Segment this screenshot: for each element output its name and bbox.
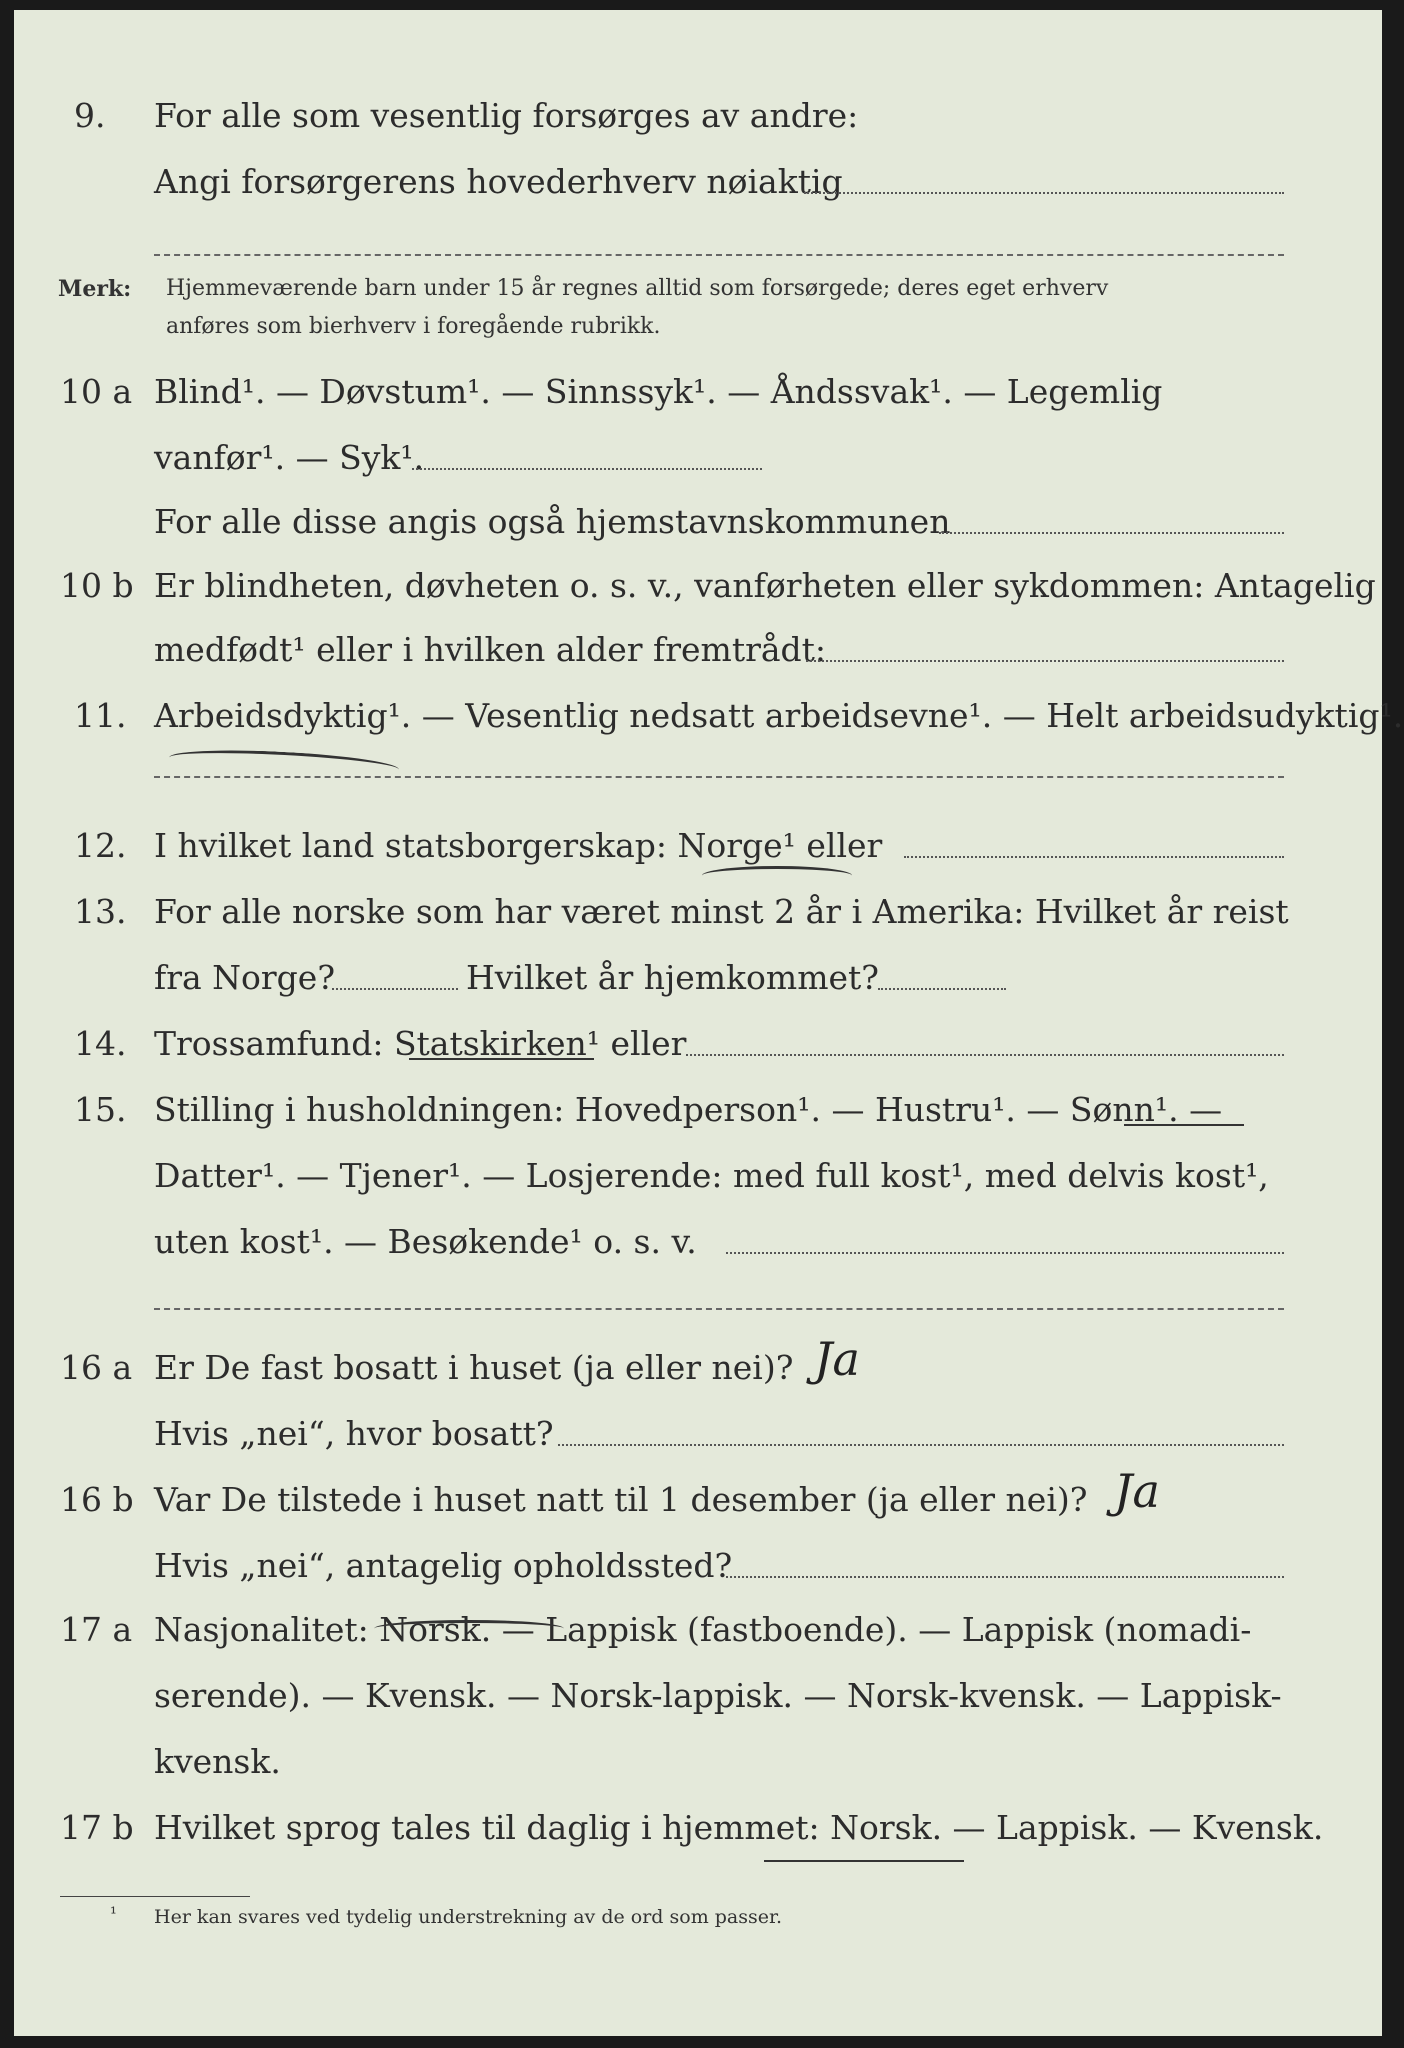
question-text: uten kost¹. — Besøkende¹ o. s. v. (154, 1222, 697, 1261)
note-text: anføres som bierhverv i foregående rubrikk. (166, 314, 661, 339)
handwritten-underline (1124, 1124, 1244, 1132)
footnote-divider (60, 1896, 250, 1897)
handwritten-underline (764, 1860, 964, 1868)
question-text: vanfør¹. — Syk¹. (154, 438, 425, 477)
question-text: Hvilket sprog tales til daglig i hjemmet: Norsk. — Lappisk. — Kvensk. (154, 1808, 1324, 1847)
question-number: 17 b (60, 1808, 134, 1847)
question-number: 9. (74, 96, 106, 135)
question-number: 17 a (60, 1610, 133, 1649)
note-text: Hjemmeværende barn under 15 år regnes alltid som forsørgede; deres eget erhverv (166, 276, 1109, 301)
question-text: Angi forsørgerens hovederhverv nøiaktig (154, 162, 843, 201)
handwritten-answer: Ja (814, 1332, 860, 1386)
question-text: Datter¹. — Tjener¹. — Losjerende: med full kost¹, med delvis kost¹, (154, 1156, 1269, 1195)
answer-field-q16b[interactable] (726, 1576, 1284, 1578)
answer-field-q10a[interactable] (412, 468, 762, 470)
answer-field-q12[interactable] (904, 856, 1284, 858)
question-text: Trossamfund: Statskirken¹ eller (154, 1024, 687, 1063)
question-number: 12. (74, 826, 127, 865)
question-number: 10 b (60, 566, 134, 605)
question-number: 14. (74, 1024, 127, 1063)
question-number: 11. (74, 696, 127, 735)
question-text: Hvis „nei“, antagelig opholdssted? (154, 1546, 733, 1585)
question-number: 10 a (60, 372, 133, 411)
answer-field-year-returned[interactable] (878, 988, 1006, 990)
question-number: 15. (74, 1090, 127, 1129)
answer-rule-q9[interactable] (154, 254, 1284, 256)
handwritten-underline (409, 1058, 594, 1066)
answer-rule-q15[interactable] (154, 1308, 1284, 1310)
answer-rule-q11[interactable] (154, 776, 1284, 778)
answer-field-hometown[interactable] (939, 532, 1284, 534)
question-text: Arbeidsdyktig¹. — Vesentlig nedsatt arbeidsevne¹. — Helt arbeidsudyktig¹. (154, 696, 1404, 735)
footnote-text: Her kan svares ved tydelig understrekning av de ord som passer. (154, 1906, 783, 1928)
question-text: Nasjonalitet: Norsk. — Lappisk (fastboende). — Lappisk (nomadi- (154, 1610, 1252, 1649)
handwritten-underline (374, 1620, 564, 1637)
footnote-mark: ¹ (110, 1904, 117, 1924)
question-number: 16 b (60, 1480, 134, 1519)
answer-field-q15[interactable] (726, 1252, 1284, 1254)
question-text: medfødt¹ eller i hvilken alder fremtrådt: (154, 630, 827, 669)
question-text: kvensk. (154, 1742, 281, 1781)
note-label: Merk: (58, 276, 132, 302)
question-text: For alle som vesentlig forsørges av andre: (154, 96, 859, 135)
answer-field-q16a[interactable] (558, 1444, 1284, 1446)
answer-field-q10b[interactable] (806, 660, 1284, 662)
answer-field-q14[interactable] (686, 1054, 1284, 1056)
question-text: For alle disse angis også hjemstavnskommunen (154, 502, 951, 541)
question-text: I hvilket land statsborgerskap: Norge¹ eller (154, 826, 883, 865)
answer-field-year-left[interactable] (332, 988, 458, 990)
answer-field-q9[interactable] (804, 192, 1284, 194)
question-text: fra Norge? (154, 958, 336, 997)
question-text: Er blindheten, døvheten o. s. v., vanførheten eller sykdommen: Antagelig (154, 566, 1376, 605)
question-number: 13. (74, 892, 127, 931)
question-text: For alle norske som har været minst 2 år i Amerika: Hvilket år reist (154, 892, 1289, 931)
question-text: Er De fast bosatt i huset (ja eller nei)? (154, 1348, 794, 1387)
question-text: Hvilket år hjemkommet? (466, 958, 879, 997)
question-number: 16 a (60, 1348, 133, 1387)
handwritten-underline (702, 866, 852, 885)
census-form-page (14, 10, 1404, 2036)
question-text: Stilling i husholdningen: Hovedperson¹. — Hustru¹. — Sønn¹. — (154, 1090, 1223, 1129)
handwritten-answer: Ja (1114, 1464, 1160, 1518)
question-text: Hvis „nei“, hvor bosatt? (154, 1414, 554, 1453)
question-text: Blind¹. — Døvstum¹. — Sinnssyk¹. — Åndssvak¹. — Legemlig (154, 372, 1163, 411)
question-text: Var De tilstede i huset natt til 1 desember (ja eller nei)? (154, 1480, 1088, 1519)
question-text: serende). — Kvensk. — Norsk-lappisk. — Norsk-kvensk. — Lappisk- (154, 1676, 1282, 1715)
